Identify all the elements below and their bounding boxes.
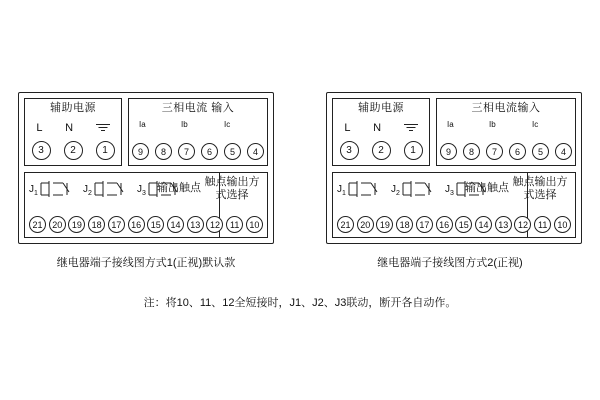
auxiliary-power-title: 辅助电源	[358, 102, 404, 114]
terminal-15[interactable]: 15	[147, 216, 164, 233]
auxiliary-terminal-row	[25, 141, 121, 160]
contact-symbol-J2	[93, 179, 129, 199]
terminal-20[interactable]: 20	[49, 216, 66, 233]
current-terminal-row	[129, 143, 267, 160]
output-contact-title: 输出触点	[157, 182, 201, 194]
ground-icon	[96, 124, 110, 133]
bottom-terminal-row	[337, 216, 571, 233]
terminal-8[interactable]: 8	[155, 143, 172, 160]
terminal-8[interactable]: 8	[463, 143, 480, 160]
group-label-J2: $J_2$	[391, 184, 400, 197]
footnote: 注：将10、11、12全短接时，J1、J2、J3联动，断开各自动作。	[143, 297, 457, 309]
auxiliary-power-panel	[332, 98, 430, 166]
three-phase-current-panel	[128, 98, 268, 166]
terminal-19[interactable]: 19	[376, 216, 393, 233]
terminal-18[interactable]: 18	[396, 216, 413, 233]
label-N: N	[65, 121, 74, 134]
terminal-16[interactable]: 16	[128, 216, 145, 233]
contact-output-mode-title: 触点输出方式选择	[512, 176, 568, 201]
contact-symbol-J2	[401, 179, 437, 199]
label-Ib: Ib	[489, 120, 496, 129]
current-terminal-row	[437, 143, 575, 160]
auxiliary-power-title: 辅助电源	[50, 102, 96, 114]
contact-output-mode-title: 触点输出方式选择	[204, 176, 260, 201]
label-Ic: Ic	[224, 120, 231, 129]
label-Ib: Ib	[181, 120, 188, 129]
label-L: L	[344, 121, 351, 134]
terminal-15[interactable]: 15	[455, 216, 472, 233]
terminal-13[interactable]: 13	[187, 216, 204, 233]
terminal-12[interactable]: 12	[514, 216, 531, 233]
terminal-10[interactable]: 10	[246, 216, 263, 233]
three-phase-current-title: 三相电流输入	[471, 102, 541, 114]
terminal-19[interactable]: 19	[68, 216, 85, 233]
terminal-16[interactable]: 16	[436, 216, 453, 233]
auxiliary-power-labels	[333, 120, 429, 136]
terminal-7[interactable]: 7	[486, 143, 503, 160]
contact-symbol-J1	[39, 179, 75, 199]
terminal-6[interactable]: 6	[201, 143, 218, 160]
label-N: N	[373, 121, 382, 134]
output-contact-title: 输出触点	[465, 182, 509, 194]
terminal-1[interactable]: 1	[96, 141, 115, 160]
terminal-7[interactable]: 7	[178, 143, 195, 160]
three-phase-current-title: 三相电流 输入	[161, 102, 235, 114]
label-Ia: Ia	[447, 120, 454, 129]
terminal-17[interactable]: 17	[108, 216, 125, 233]
three-phase-current-panel	[436, 98, 576, 166]
terminal-18[interactable]: 18	[88, 216, 105, 233]
terminal-1[interactable]: 1	[404, 141, 423, 160]
terminal-5[interactable]: 5	[224, 143, 241, 160]
terminal-2[interactable]: 2	[372, 141, 391, 160]
terminal-14[interactable]: 14	[167, 216, 184, 233]
diagram-1-caption: 继电器端子接线图方式1(正视)默认款	[56, 257, 236, 269]
terminal-21[interactable]: 21	[337, 216, 354, 233]
terminal-2[interactable]: 2	[64, 141, 83, 160]
terminal-17[interactable]: 17	[416, 216, 433, 233]
terminal-6[interactable]: 6	[509, 143, 526, 160]
group-label-J3: $J_3$	[137, 184, 146, 197]
label-Ia: Ia	[139, 120, 146, 129]
auxiliary-terminal-row	[333, 141, 429, 160]
top-section	[24, 98, 268, 166]
group-label-J1: $J_1$	[29, 184, 38, 197]
terminal-21[interactable]: 21	[29, 216, 46, 233]
group-label-J2: $J_2$	[83, 184, 92, 197]
terminal-9[interactable]: 9	[132, 143, 149, 160]
terminal-3[interactable]: 3	[32, 141, 51, 160]
terminal-20[interactable]: 20	[357, 216, 374, 233]
terminal-14[interactable]: 14	[475, 216, 492, 233]
terminal-13[interactable]: 13	[495, 216, 512, 233]
top-section	[332, 98, 576, 166]
relay-wiring-diagram-2	[326, 92, 582, 244]
label-L: L	[36, 121, 43, 134]
terminal-11[interactable]: 11	[226, 216, 243, 233]
terminal-10[interactable]: 10	[554, 216, 571, 233]
bottom-terminal-row	[29, 216, 263, 233]
auxiliary-power-panel	[24, 98, 122, 166]
terminal-4[interactable]: 4	[247, 143, 264, 160]
terminal-9[interactable]: 9	[440, 143, 457, 160]
label-Ic: Ic	[532, 120, 539, 129]
terminal-11[interactable]: 11	[534, 216, 551, 233]
group-label-J1: $J_1$	[337, 184, 346, 197]
contact-symbol-J1	[347, 179, 383, 199]
auxiliary-power-labels	[25, 120, 121, 136]
terminal-5[interactable]: 5	[532, 143, 549, 160]
diagram-2-caption: 继电器端子接线图方式2(正视)	[377, 257, 523, 269]
phase-sub-labels	[129, 121, 267, 133]
bottom-section	[24, 172, 268, 238]
group-label-J3: $J_3$	[445, 184, 454, 197]
phase-sub-labels	[437, 121, 575, 133]
terminal-4[interactable]: 4	[555, 143, 572, 160]
ground-icon	[404, 124, 418, 133]
terminal-3[interactable]: 3	[340, 141, 359, 160]
terminal-12[interactable]: 12	[206, 216, 223, 233]
bottom-section	[332, 172, 576, 238]
relay-wiring-diagram-1	[18, 92, 274, 244]
